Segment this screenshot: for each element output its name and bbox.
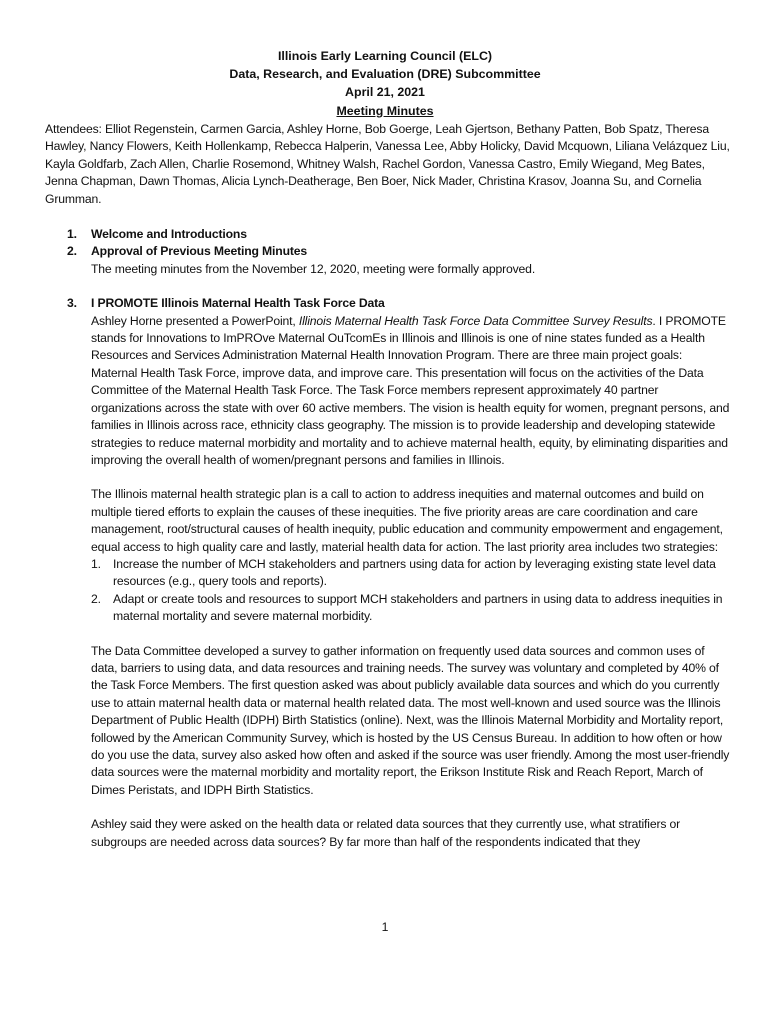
document-header	[0, 47, 770, 120]
document-title: Meeting Minutes	[336, 103, 434, 118]
strategy-item	[91, 556, 731, 591]
agenda-item-number: 1.	[67, 227, 77, 242]
document-body	[45, 121, 731, 851]
agenda-item-title: Approval of Previous Meeting Minutes	[91, 244, 308, 259]
agenda-item-number: 3.	[67, 296, 77, 311]
spacer	[45, 278, 731, 295]
agenda-item-number: 2.	[67, 244, 77, 259]
presentation-title: Illinois Maternal Health Task Force Data Committee Survey Results	[298, 313, 653, 328]
strategy-text: Increase the number of MCH stakeholders and partners using data for action by leveraging existing state level data resources (e.g., query tools and reports).	[113, 556, 716, 589]
agenda-item-title: I PROMOTE Illinois Maternal Health Task Force Data	[91, 296, 385, 311]
presentation-text: . I PROMOTE stands for Innovations to ImPROve Maternal OuTcomEs in Illinois and Illinois is one of nine states funded as a Health Resources and Services Administration Maternal Health Innovation Program. There are three main project goals: Maternal Health Task Force, improve data, and improve care. This presentation will focus on the activities of the Data Committee of the Maternal Health Task Force. The Task Force members represent approximately 40 partner organizations across the state with over 60 active members. The vision is health equity for women, pregnant persons, and families in Illinois across race, ethnicity class geography. The mission is to provide leadership and developing statewide strategies to reduce maternal morbidity and mortality and to achieve maternal health, equity, by eliminating disparities and improving the overall health of women/pregnant persons and families in Illinois.	[91, 313, 730, 467]
stratifiers-paragraph: Ashley said they were asked on the health data or related data sources that they currently use, what stratifiers or subgroups are needed across data sources? By far more than half of the respondents indicated that they	[91, 817, 681, 849]
attendees-paragraph: Attendees: Elliot Regenstein, Carmen Garcia, Ashley Horne, Bob Goerge, Leah Gjertson, Bethany Patten, Bob Spatz, Theresa Hawley, Nancy Flowers, Keith Hollenkamp, Rebecca Halperin, Vanessa Lee, Abby Holicky, David Mcquown, Liliana Velázquez Liu, Kayla Goldfarb, Zach Allen, Charlie Rosemond, Whitney Walsh, Rachel Gordon, Vanessa Castro, Emily Wiegand, Meg Bates, Jenna Chapman, Dawn Thomas, Alicia Lynch-Deatherage, Ben Boer, Nick Mader, Christina Krasov, Joanna Su, and Cornelia Grumman.	[45, 122, 730, 206]
strategies-list	[91, 556, 731, 626]
agenda-item	[45, 243, 731, 278]
page-number: 1	[381, 920, 389, 934]
council-name: Illinois Early Learning Council (ELC)	[277, 49, 493, 63]
strategic-plan-paragraph: The Illinois maternal health strategic plan is a call to action to address inequities and maternal outcomes and build on multiple tiered efforts to explain the causes of these inequities. The five priority areas are care coordination and care management, root/structural causes of health inequity, public education and community empowerment and engagement, equal access to high quality care and lastly, material health data for action. The last priority area includes two strategies:	[91, 487, 723, 554]
presentation-paragraph	[91, 313, 731, 470]
strategy-number: 2.	[91, 591, 101, 606]
strategy-text: Adapt or create tools and resources to support MCH stakeholders and partners in using data to address inequities in maternal mortality and severe maternal morbidity.	[113, 591, 723, 624]
agenda-item	[45, 226, 731, 243]
subcommittee-name: Data, Research, and Evaluation (DRE) Subcommittee	[229, 67, 541, 82]
strategy-item	[91, 591, 731, 626]
agenda-item	[45, 295, 731, 851]
agenda-item-title: Welcome and Introductions	[91, 227, 247, 242]
meeting-date: April 21, 2021	[345, 85, 425, 100]
presentation-lead: Ashley Horne presented a PowerPoint,	[91, 313, 299, 328]
survey-paragraph: The Data Committee developed a survey to gather information on frequently used data sources and common uses of data, barriers to using data, and data resources and training needs. The survey was voluntary and completed by 40% of the Task Force Members. The first question asked was about publicly available data sources and which do you currently use to attain maternal health data or maternal health related data. The most well-known and used source was the Illinois Department of Public Health (IDPH) Birth Statistics (online). Next, was the Illinois Maternal Morbidity and Mortality report, followed by the American Community Survey, which is hosted by the US Census Bureau. In addition to how often or how do you use the data, survey also asked how often and asked if the source was user friendly. Among the most user-friendly data sources were the maternal morbidity and mortality report, the Erikson Institute Risk and Reach Report, March of Dimes Peristats, and IDPH Birth Statistics.	[91, 643, 730, 797]
strategy-number: 1.	[91, 556, 101, 571]
agenda-list	[45, 226, 731, 851]
agenda-item-body: The meeting minutes from the November 12, 2020, meeting were formally approved.	[91, 261, 536, 276]
